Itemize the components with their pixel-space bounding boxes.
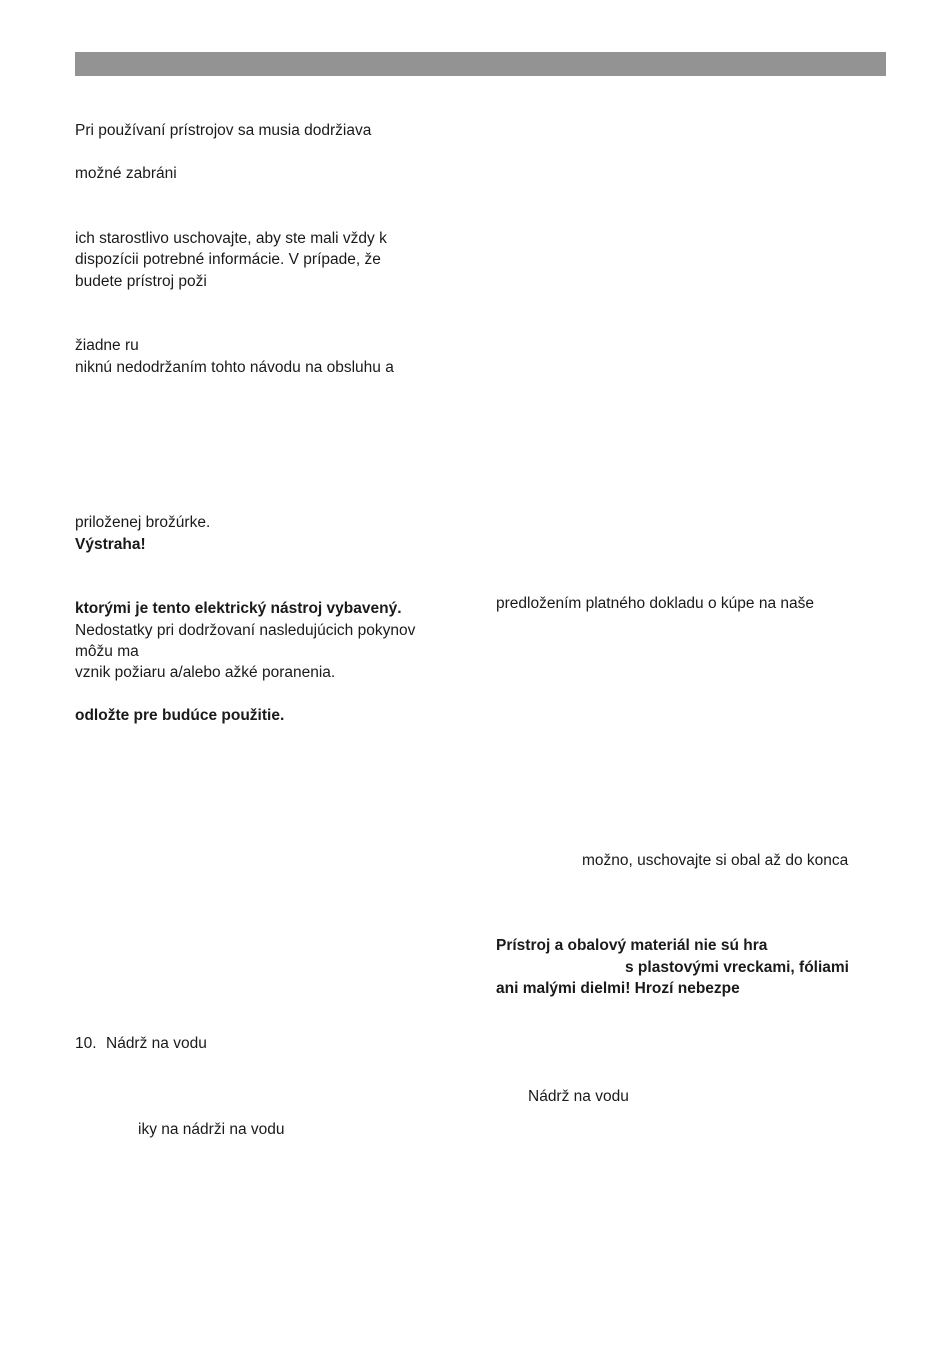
liability-text-line-2: niknú nedodržaním tohto návodu na obsluhu a <box>75 359 394 376</box>
water-tank-label: Nádrž na vodu <box>528 1088 629 1105</box>
warning-line-1: Nedostatky pri dodržovaní nasledujúcich pokynov <box>75 622 416 639</box>
intro-text: Pri používaní prístrojov sa musia dodržiava <box>75 122 372 139</box>
tank-markings-text: iky na nádrži na vodu <box>138 1121 285 1138</box>
liability-text-line-1: žiadne ru <box>75 337 139 354</box>
section-header-bar <box>75 52 886 76</box>
brochure-text: priloženej brožúrke. <box>75 514 211 531</box>
warning-line-3: vznik požiaru a/alebo ažké poranenia. <box>75 664 336 681</box>
keep-for-future-note: odložte pre budúce použitie. <box>75 707 285 724</box>
item-10-label: Nádrž na vodu <box>106 1035 207 1052</box>
storage-text-line-2: dispozícii potrebné informácie. V prípade, že <box>75 251 381 268</box>
warning-safety-features: ktorými je tento elektrický nástroj vybavený. <box>75 600 402 617</box>
receipt-text: predložením platného dokladu o kúpe na naše <box>496 595 814 612</box>
warning-line-2: môžu ma <box>75 643 139 660</box>
storage-text-line-3: budete prístroj poži <box>75 273 207 290</box>
child-warning-line-3: ani malými dielmi! Hrozí nebezpe <box>496 980 740 997</box>
child-warning-line-1: Prístroj a obalový materiál nie sú hra <box>496 937 768 954</box>
item-10-number: 10. <box>75 1035 97 1052</box>
child-warning-line-2: s plastovými vreckami, fóliami <box>625 959 849 976</box>
warning-title: Výstraha! <box>75 536 146 553</box>
prevention-text: možné zabráni <box>75 165 177 182</box>
packaging-text: možno, uschovajte si obal až do konca <box>582 852 849 869</box>
storage-text-line-1: ich starostlivo uschovajte, aby ste mali vždy k <box>75 230 387 247</box>
